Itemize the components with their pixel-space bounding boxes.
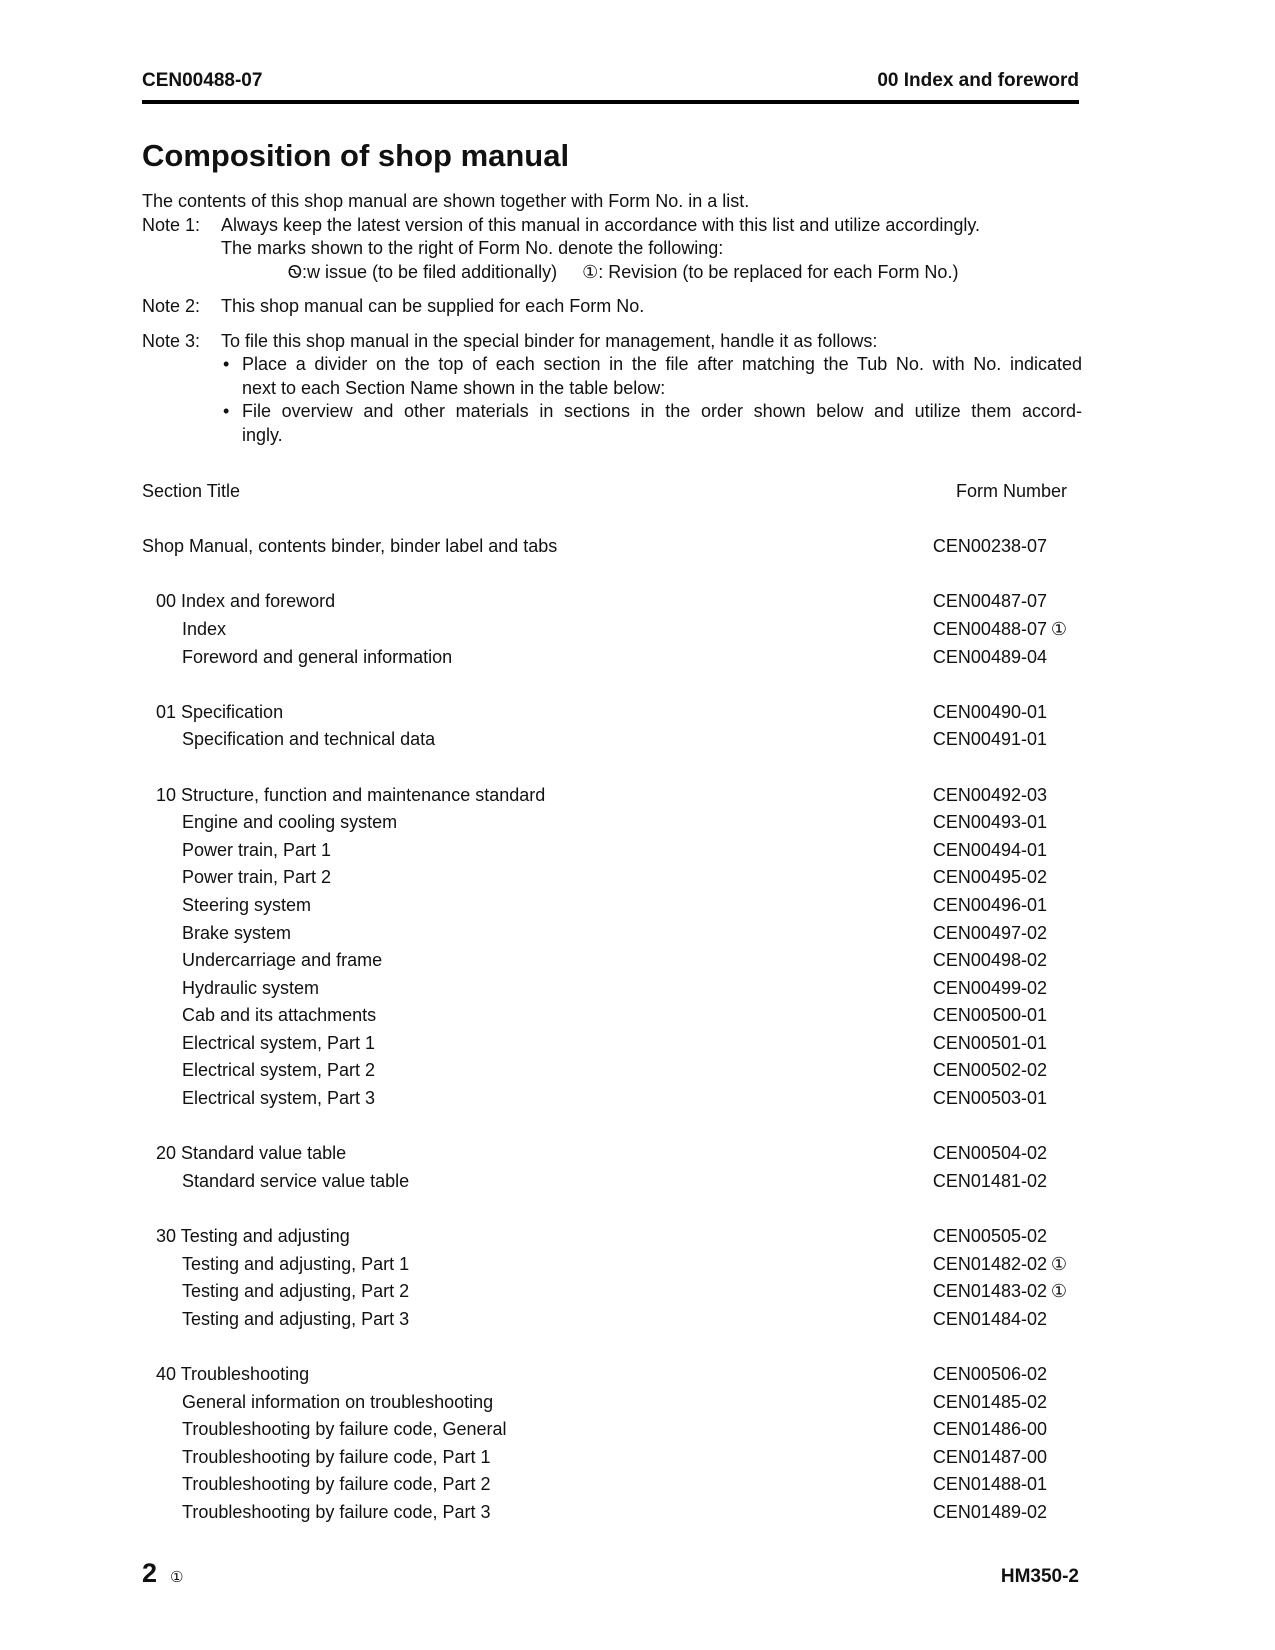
note-2-label: Note 2: xyxy=(142,296,201,316)
entry-form-number: CEN01481-02 xyxy=(932,1170,1047,1191)
entry-form-number: CEN00489-04 xyxy=(932,646,1047,667)
item-row xyxy=(142,1444,1067,1472)
entry-form-number: CEN01486-00 xyxy=(932,1419,1047,1440)
entry-form-number: CEN00501-01 xyxy=(932,1032,1047,1053)
entry-title: Standard service value table xyxy=(182,1170,410,1191)
entry-title: 01 Specification xyxy=(156,701,284,722)
entry-title: Index xyxy=(182,618,227,639)
entry-form-number: CEN01484-02 xyxy=(932,1308,1047,1329)
entry-title: Power train, Part 2 xyxy=(182,867,332,888)
bullet-1-line-b: next to each Section Name shown in the table below: xyxy=(242,377,666,398)
entry-form-number: CEN00503-01 xyxy=(932,1088,1047,1109)
model-code: HM350-2 xyxy=(1000,1566,1079,1587)
entry-form-number: CEN00492-03 xyxy=(932,784,1047,805)
note-2-text: This shop manual can be supplied for each Form No. xyxy=(221,296,645,316)
entry-form-number: CEN01488-01 xyxy=(932,1474,1047,1495)
entry-title: Undercarriage and frame xyxy=(182,950,383,971)
entry-title: Electrical system, Part 3 xyxy=(182,1088,376,1109)
note-1-text: Always keep the latest version of this manual in accordance with this list and utilize accordingly. xyxy=(221,214,981,235)
page-footer xyxy=(142,1558,1079,1592)
section-row xyxy=(142,699,1067,727)
entry-title: Testing and adjusting, Part 1 xyxy=(182,1253,410,1274)
entry-form-number: CEN00500-01 xyxy=(932,1005,1047,1026)
composition-table xyxy=(142,478,1067,1527)
entry-title: Brake system xyxy=(182,922,292,943)
note-3-bullet-1 xyxy=(142,353,1082,400)
entry-form-number: CEN00506-02 xyxy=(932,1364,1047,1384)
entry-form-number: CEN01483-02 ① xyxy=(933,1278,1067,1306)
item-row xyxy=(142,892,1067,920)
entry-title: Troubleshooting by failure code, General xyxy=(182,1419,507,1440)
entry-form-number: CEN01489-02 xyxy=(932,1501,1047,1522)
item-row xyxy=(142,1030,1067,1058)
item-row xyxy=(142,809,1067,837)
bullet-2-line-b: ingly. xyxy=(242,424,283,445)
entry-title: Foreword and general information xyxy=(182,646,453,667)
entry-form-number: CEN01482-02 ① xyxy=(933,1251,1067,1279)
note-3-text: To file this shop manual in the special binder for management, handle it as follows: xyxy=(221,330,878,351)
column-header-section-title: Section Title xyxy=(142,481,241,501)
note-3 xyxy=(142,330,1082,354)
item-row xyxy=(142,616,1067,644)
entry-form-number: CEN00494-01 xyxy=(932,839,1047,860)
note-1 xyxy=(142,214,1082,238)
entry-title: 20 Standard value table xyxy=(156,1143,347,1164)
entry-form-number: CEN00495-02 xyxy=(932,867,1047,888)
entry-form-number: CEN00488-07 ① xyxy=(933,616,1067,644)
item-row xyxy=(142,1002,1067,1030)
item-row xyxy=(142,726,1067,754)
entry-form-number: CEN00505-02 xyxy=(932,1226,1047,1247)
entry-title: Electrical system, Part 2 xyxy=(182,1060,376,1081)
header-rule xyxy=(142,100,1079,104)
entry-form-number: CEN00499-02 xyxy=(932,977,1047,998)
item-row xyxy=(142,1416,1067,1444)
item-row xyxy=(142,1278,1067,1306)
revision-mark: ① xyxy=(1050,1281,1067,1302)
item-row xyxy=(142,947,1067,975)
entry-form-number: CEN01487-00 xyxy=(932,1446,1047,1467)
entry-form-number: CEN00496-01 xyxy=(932,894,1047,915)
item-row xyxy=(142,1085,1067,1113)
entry-form-number: CEN00487-07 xyxy=(932,591,1047,612)
note-1-text-2: The marks shown to the right of Form No. denote the following: xyxy=(221,238,724,258)
entry-title: 10 Structure, function and maintenance standard xyxy=(156,784,546,805)
page-number: 2 xyxy=(142,1558,158,1588)
item-row xyxy=(142,1306,1067,1334)
entry-title: Engine and cooling system xyxy=(182,812,398,833)
entry-title: Testing and adjusting, Part 2 xyxy=(182,1281,410,1302)
item-row xyxy=(142,1168,1067,1196)
item-row xyxy=(142,1499,1067,1527)
bullet-marker: • xyxy=(223,354,230,374)
item-row xyxy=(142,1251,1067,1279)
item-row xyxy=(142,1471,1067,1499)
entry-form-number: CEN00491-01 xyxy=(932,729,1047,750)
entry-title: 40 Troubleshooting xyxy=(156,1364,310,1384)
note-2 xyxy=(142,295,1082,319)
header-section-name: 00 Index and foreword xyxy=(877,70,1079,91)
binder-row xyxy=(142,533,1067,561)
item-row xyxy=(142,1057,1067,1085)
item-row xyxy=(142,1389,1067,1417)
item-row xyxy=(142,837,1067,865)
document-code: CEN00488-07 xyxy=(142,70,263,91)
page-revision-mark: ① xyxy=(170,1569,184,1586)
entry-title: Power train, Part 1 xyxy=(182,839,332,860)
entry-title: General information on troubleshooting xyxy=(182,1391,494,1412)
entry-title: Troubleshooting by failure code, Part 2 xyxy=(182,1474,491,1495)
section-row xyxy=(142,588,1067,616)
entry-title: Electrical system, Part 1 xyxy=(182,1032,376,1053)
revision-mark: ① xyxy=(1050,1253,1067,1274)
page-title: Composition of shop manual xyxy=(142,138,570,173)
page-header xyxy=(142,70,1079,96)
entry-title: Testing and adjusting, Part 3 xyxy=(182,1308,410,1329)
revision-mark: ① xyxy=(1050,618,1067,639)
column-header-form-number: Form Number xyxy=(955,481,1067,501)
intro-line: The contents of this shop manual are shown together with Form No. in a list. xyxy=(142,191,750,211)
item-row xyxy=(142,644,1067,672)
intro-notes xyxy=(142,190,1082,447)
entry-form-number: CEN00498-02 xyxy=(932,950,1047,971)
bullet-2-line-a: File overview and other materials in sections in the order shown below and utilize them accord- xyxy=(242,401,1082,421)
entry-title: Steering system xyxy=(182,894,312,915)
note-3-bullet-2 xyxy=(142,400,1082,447)
entry-form-number: CEN00493-01 xyxy=(932,812,1047,833)
entry-title: 30 Testing and adjusting xyxy=(156,1226,350,1247)
bullet-1-line-a: Place a divider on the top of each section in the file after matching the Tub No. with No. indicated xyxy=(242,354,1082,374)
binder-title: Shop Manual, contents binder, binder label and tabs xyxy=(142,536,558,557)
note-3-label: Note 3: xyxy=(142,330,201,351)
entry-form-number: CEN00497-02 xyxy=(932,922,1047,943)
entry-title: 00 Index and foreword xyxy=(156,591,336,612)
entry-title: Specification and technical data xyxy=(182,729,436,750)
note-1-label: Note 1: xyxy=(142,214,201,235)
section-list xyxy=(142,561,1067,1527)
entry-form-number: CEN00502-02 xyxy=(932,1060,1047,1081)
bullet-marker: • xyxy=(223,401,230,421)
entry-form-number: CEN01485-02 xyxy=(932,1391,1047,1412)
item-row xyxy=(142,920,1067,948)
section-row xyxy=(142,1140,1067,1168)
section-row xyxy=(142,1361,1067,1389)
entry-title: Hydraulic system xyxy=(182,977,320,998)
item-row xyxy=(142,864,1067,892)
item-row xyxy=(142,975,1067,1003)
entry-title: Cab and its attachments xyxy=(182,1005,377,1026)
table-header-row xyxy=(142,478,1067,506)
entry-title: Troubleshooting by failure code, Part 1 xyxy=(182,1446,491,1467)
entry-form-number: CEN00504-02 xyxy=(932,1143,1047,1164)
entry-form-number: CEN00490-01 xyxy=(932,701,1047,722)
section-row xyxy=(142,1223,1067,1251)
marks-legend: Ꮻ:w issue (to be filed additionally) ①: Revision (to be replaced for each Form No.) xyxy=(288,261,959,282)
binder-form-number: CEN00238-07 xyxy=(932,536,1047,557)
entry-title: Troubleshooting by failure code, Part 3 xyxy=(182,1501,491,1522)
section-row xyxy=(142,782,1067,810)
